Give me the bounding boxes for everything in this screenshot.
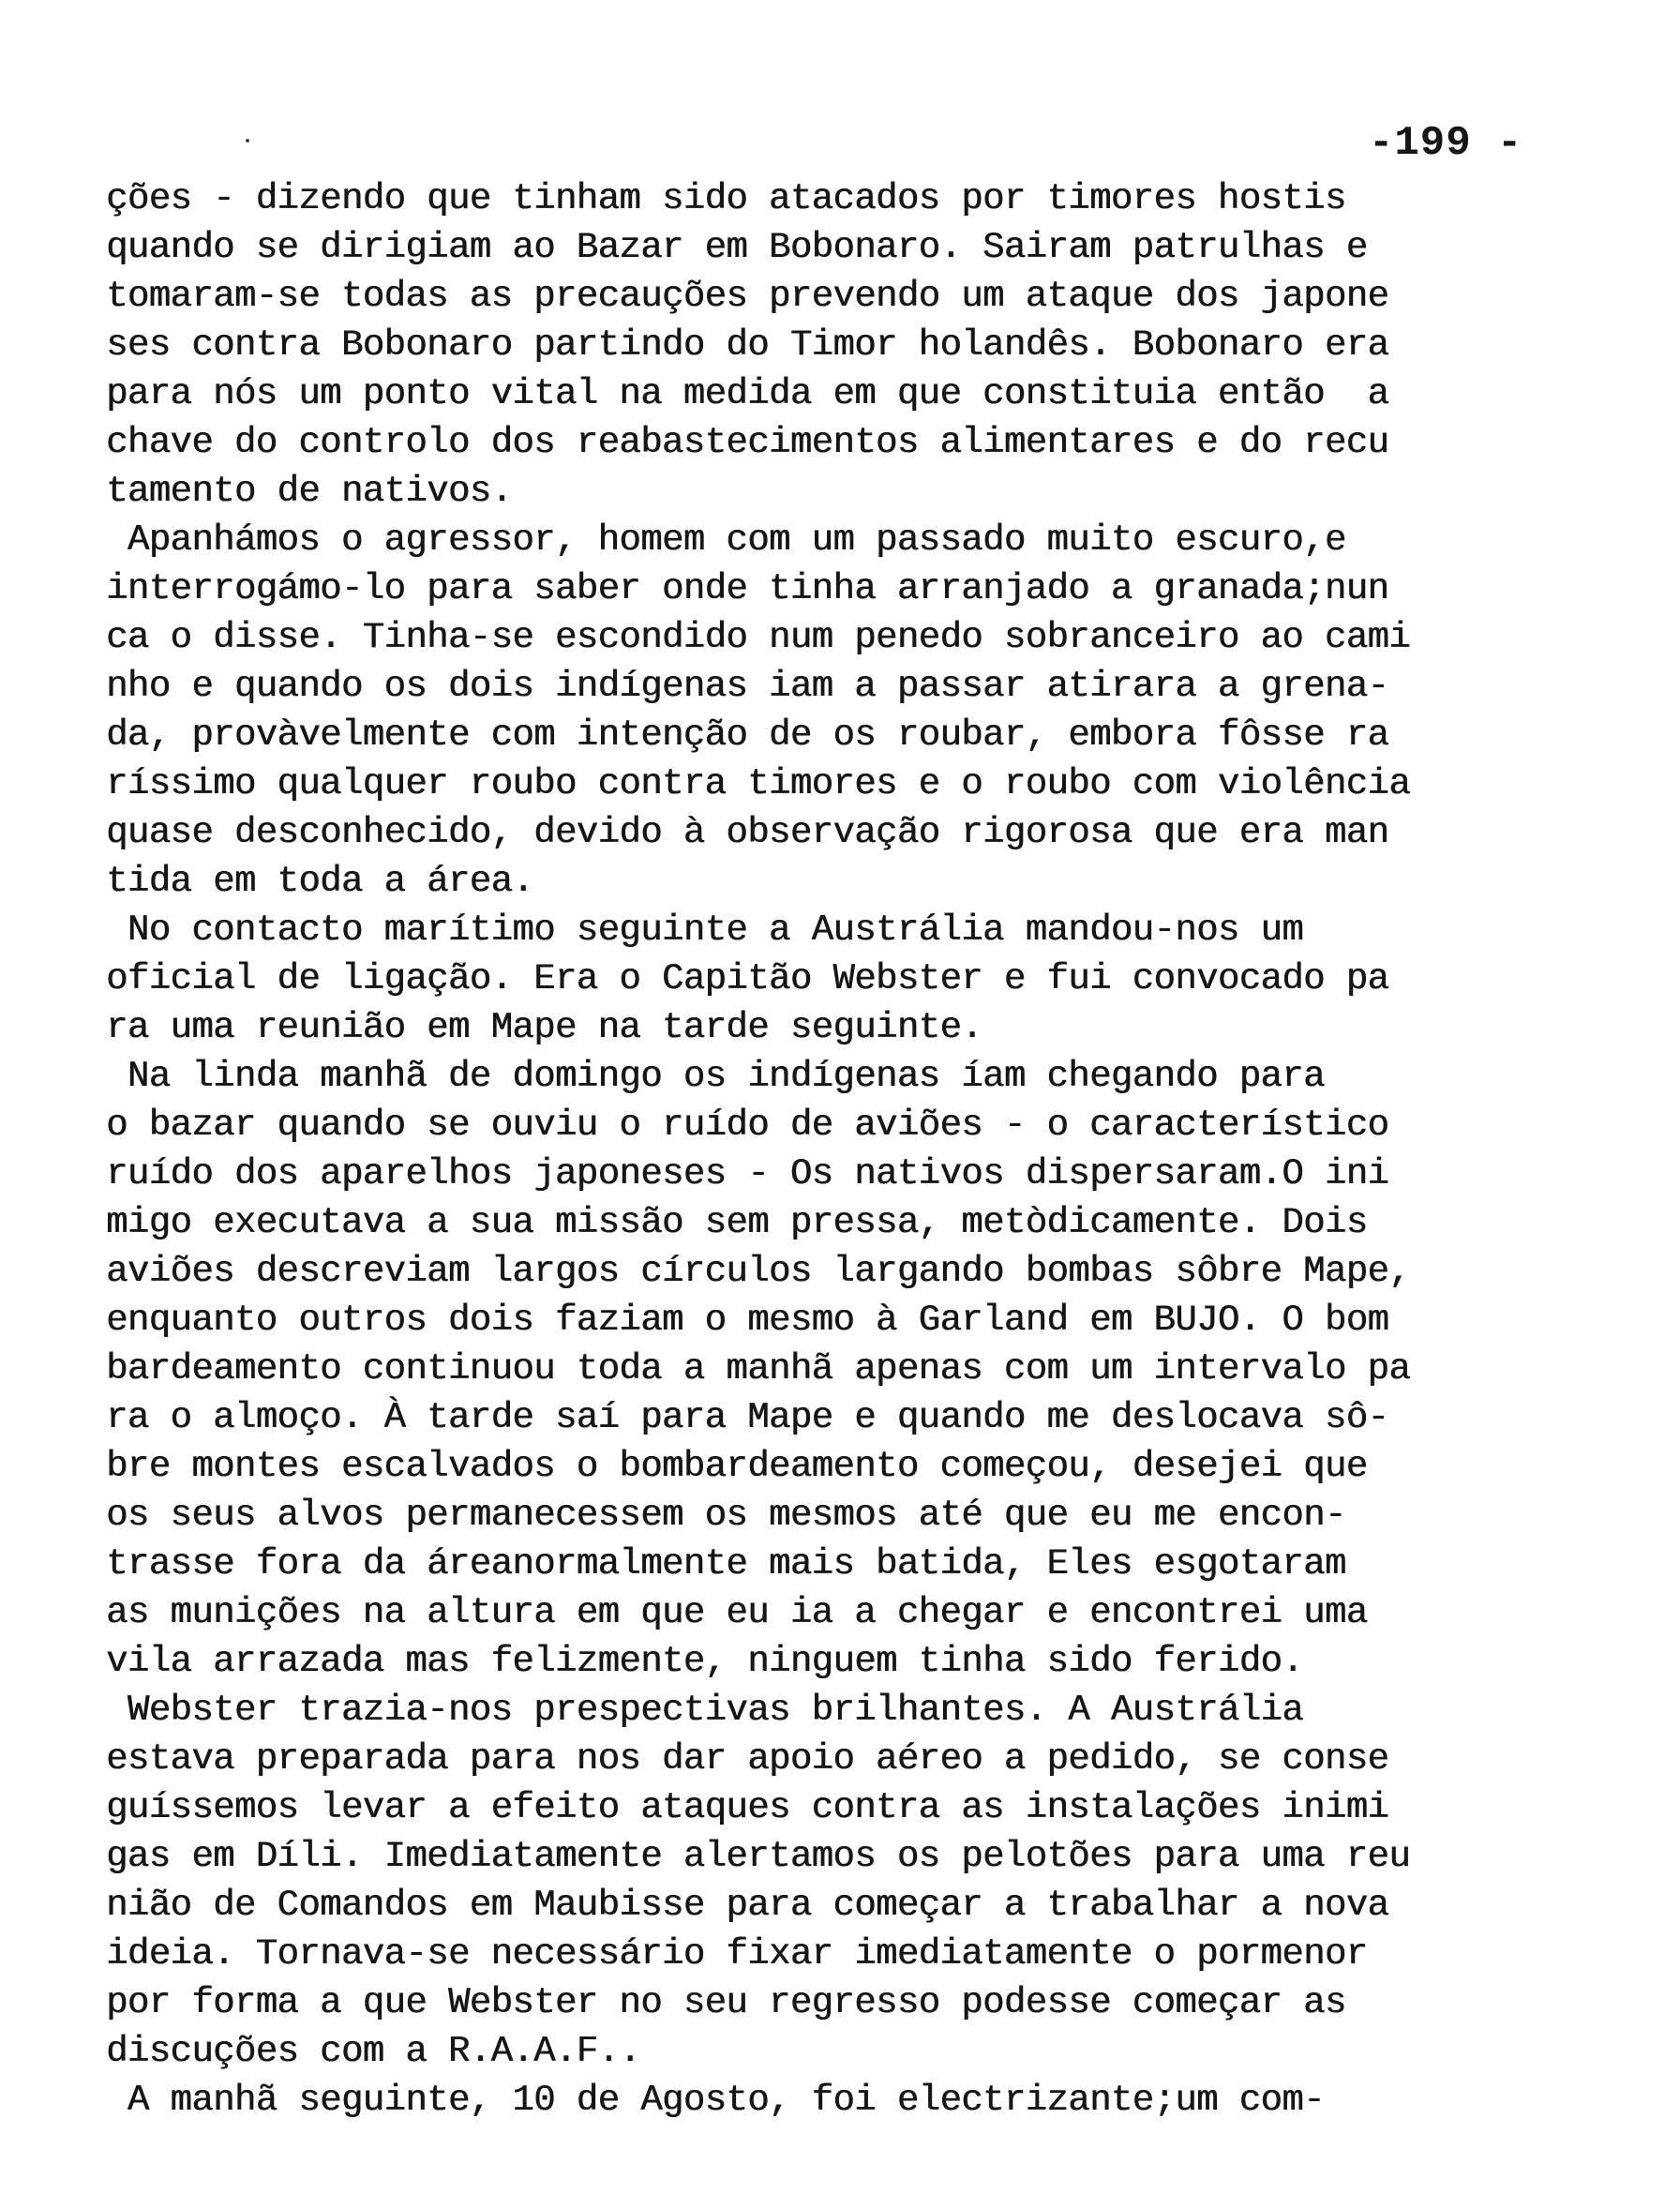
text-line: ruído dos aparelhos japoneses - Os nativos dispersaram.O ini <box>106 1153 1389 1195</box>
page-number: -199 - <box>1369 120 1523 167</box>
text-line: ções - dizendo que tinham sido atacados por timores hostis <box>106 178 1346 219</box>
text-line: tamento de nativos. <box>106 471 513 512</box>
text-line: nho e quando os dois indígenas iam a passar atirara a grena- <box>106 666 1389 707</box>
text-line: as munições na altura em que eu ia a chegar e encontrei uma <box>106 1592 1368 1633</box>
ink-speck <box>246 139 249 143</box>
text-line: bardeamento continuou toda a manhã apenas com um intervalo pa <box>106 1348 1411 1390</box>
text-line: trasse fora da áreanormalmente mais batida, Eles esgotaram <box>106 1543 1346 1585</box>
text-line: chave do controlo dos reabastecimentos alimentares e do recu <box>106 422 1389 463</box>
text-line: quando se dirigiam ao Bazar em Bobonaro. Sairam patrulhas e <box>106 227 1368 268</box>
text-line: Na linda manhã de domingo os indígenas íam chegando para <box>106 1056 1325 1097</box>
text-line: quase desconhecido, devido à observação rigorosa que era man <box>106 812 1389 853</box>
text-line: os seus alvos permanecessem os mesmos até que eu me encon- <box>106 1495 1346 1536</box>
text-line: discuções com a R.A.A.F.. <box>106 2031 641 2072</box>
text-line: da, provàvelmente com intenção de os roubar, embora fôsse ra <box>106 714 1389 756</box>
text-line: ra o almoço. À tarde saí para Mape e quando me deslocava sô- <box>106 1397 1389 1438</box>
text-line: aviões descreviam largos círculos largando bombas sôbre Mape, <box>106 1251 1411 1292</box>
text-line: gas em Díli. Imediatamente alertamos os pelotões para uma reu <box>106 1836 1411 1877</box>
text-line: ra uma reunião em Mape na tarde seguinte. <box>106 1007 982 1048</box>
text-line: ca o disse. Tinha-se escondido num penedo sobranceiro ao cami <box>106 617 1411 658</box>
text-line: vila arrazada mas felizmente, ninguem tinha sido ferido. <box>106 1641 1304 1682</box>
text-line: No contacto marítimo seguinte a Austrália mandou-nos um <box>106 909 1304 951</box>
text-line: tomaram-se todas as precauções prevendo um ataque dos japone <box>106 276 1389 317</box>
text-line: tida em toda a área. <box>106 861 534 902</box>
text-line: enquanto outros dois faziam o mesmo à Garland em BUJO. O bom <box>106 1300 1389 1341</box>
text-line: bre montes escalvados o bombardeamento começou, desejei que <box>106 1446 1368 1487</box>
text-line: Apanhámos o agressor, homem com um passado muito escuro,e <box>106 519 1346 561</box>
text-line: Webster trazia-nos prespectivas brilhantes. A Austrália <box>106 1690 1304 1731</box>
text-line: para nós um ponto vital na medida em que constituia então a <box>106 373 1389 414</box>
page-body-text <box>106 174 1568 2125</box>
text-line: estava preparada para nos dar apoio aéreo a pedido, se conse <box>106 1738 1389 1780</box>
text-line: interrogámo-lo para saber onde tinha arranjado a granada;nun <box>106 568 1389 609</box>
text-line: ses contra Bobonaro partindo do Timor holandês. Bobonaro era <box>106 324 1389 366</box>
text-line: guíssemos levar a efeito ataques contra as instalações inimi <box>106 1787 1389 1828</box>
text-line: oficial de ligação. Era o Capitão Webster e fui convocado pa <box>106 958 1389 999</box>
text-line: por forma a que Webster no seu regresso podesse começar as <box>106 1982 1346 2023</box>
text-line: ríssimo qualquer roubo contra timores e o roubo com violência <box>106 763 1411 804</box>
text-line: ideia. Tornava-se necessário fixar imediatamente o pormenor <box>106 1933 1368 1975</box>
text-line: nião de Comandos em Maubisse para começar a trabalhar a nova <box>106 1885 1389 1926</box>
text-line: o bazar quando se ouviu o ruído de aviões - o característico <box>106 1105 1389 1146</box>
text-line: migo executava a sua missão sem pressa, metòdicamente. Dois <box>106 1202 1368 1243</box>
text-line: A manhã seguinte, 10 de Agosto, foi electrizante;um com- <box>106 2080 1325 2121</box>
